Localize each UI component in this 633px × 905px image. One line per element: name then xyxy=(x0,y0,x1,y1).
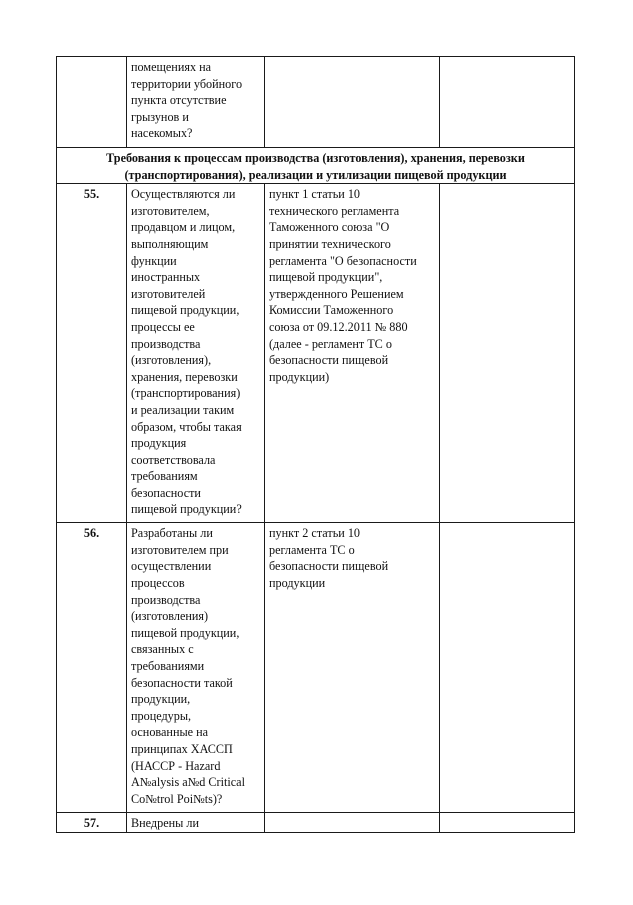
note-cell xyxy=(440,523,575,813)
row-number-cell: 57. xyxy=(57,813,127,833)
question-cell: помещениях на территории убойного пункта отсутствие грызунов и насекомых? xyxy=(127,57,265,148)
section-header: Требования к процессам производства (изготовления), хранения, перевозки (транспортирования), реализации и утилизации пищевой продукции xyxy=(57,148,575,184)
table-row xyxy=(57,523,575,813)
row-number-cell xyxy=(57,57,127,148)
row-number-cell: 55. xyxy=(57,184,127,523)
question-cell: Внедрены ли xyxy=(127,813,265,833)
note-cell xyxy=(440,184,575,523)
table-row xyxy=(57,813,575,833)
reference-cell xyxy=(265,813,440,833)
question-cell: Осуществляются ли изготовителем, продавцом и лицом, выполняющим функции иностранных изготовителей пищевой продукции, процессы ее производства (изготовления), хранения, перевозки (транспортирования) и реализации таким образом, чтобы такая продукция соответствовала требованиям безопасности пищевой продукции? xyxy=(127,184,265,523)
reference-cell: пункт 1 статьи 10 технического регламента Таможенного союза "О принятии технического регламента "О безопасности пищевой продукции", утвержденного Решением Комиссии Таможенного союза от 09.12.2011 № 880 (далее - регламент ТС о безопасности пищевой продукции) xyxy=(265,184,440,523)
row-number-cell: 56. xyxy=(57,523,127,813)
question-cell: Разработаны ли изготовителем при осуществлении процессов производства (изготовления) пищевой продукции, связанных с требованиями безопасности такой продукции, процедуры, основанные на принципах ХАССП (НАССР - Hazard A№alysis a№d Critical Co№trol Poi№ts)? xyxy=(127,523,265,813)
reference-cell: пункт 2 статьи 10 регламента ТС о безопасности пищевой продукции xyxy=(265,523,440,813)
table-row xyxy=(57,184,575,523)
section-header-row xyxy=(57,148,575,184)
table-row xyxy=(57,57,575,148)
requirements-table xyxy=(56,56,575,833)
reference-cell xyxy=(265,57,440,148)
note-cell xyxy=(440,57,575,148)
note-cell xyxy=(440,813,575,833)
